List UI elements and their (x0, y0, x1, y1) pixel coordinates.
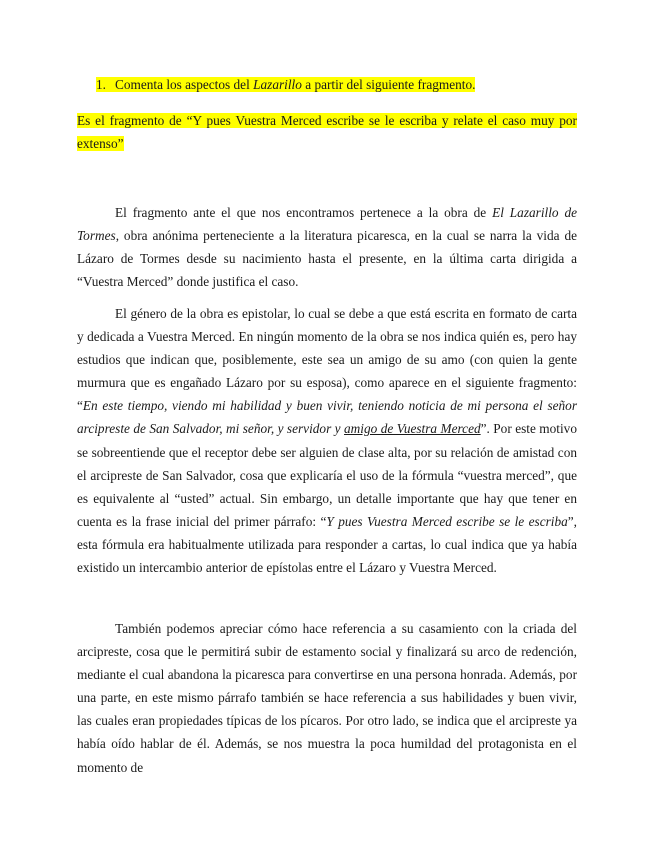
question-heading (96, 76, 576, 94)
p2-text-a: El género de la obra es epistolar, lo cual se debe a que está escrita en formato de carta y dedicada a Vuestra Merced. En ningún momento de la obra se nos indica quién es, pero hay estudios que indican que, posiblemente, este sea un amigo de su amo (con quien la gente murmura que es engañado Lázaro por su esposa), como aparece en el siguiente fragmento: “ (77, 306, 577, 414)
p2-quote-1-underlined: amigo de Vuestra Merced (344, 421, 481, 437)
paragraph-2 (77, 302, 577, 579)
lead-text: Es el fragmento de “Y pues Vuestra Merced escribe se le escriba y relate el caso muy por extenso” (77, 113, 577, 152)
paragraph-1 (77, 201, 577, 293)
question-title-italic: Lazarillo (253, 77, 302, 92)
p2-quote-1: En este tiempo, viendo mi habilidad y buen vivir, teniendo noticia de mi persona el señor arcipreste de San Salvador, mi señor, y servidor y (77, 398, 577, 437)
paragraph-3 (77, 617, 577, 779)
p2-text-c: ”, esta fórmula era habitualmente utilizada para responder a cartas, lo cual indica que ya había existido un intercambio anterior de epístolas entre el Lázaro y Vuestra Merced. (77, 513, 577, 576)
p3-text: También podemos apreciar cómo hace referencia a su casamiento con la criada del arcipreste, cosa que le permitirá subir de estamento social y finalizará su arco de redención, mediante el cual abandona la picaresca para convertirse en una persona honrada. Además, por una parte, en este mismo párrafo también se hace referencia a sus habilidades y buen vivir, las cuales eran propiedades típicas de los pícaros. Por otro lado, se indica que el arcipreste ya había oído hablar de él. Además, se nos muestra la poca humildad del protagonista en el momento de (77, 621, 577, 775)
question-text-before: Comenta los aspectos del (114, 77, 254, 92)
p1-text-b: , obra anónima perteneciente a la literatura picaresca, en la cual se narra la vida de Lázaro de Tormes desde su nacimiento hasta el presente, en la última carta dirigida a “Vuestra Merced” donde justifica el caso. (77, 228, 577, 290)
p1-book-title: El Lazarillo de Tormes (77, 205, 577, 244)
question-text-after: a partir del siguiente fragmento. (301, 77, 476, 92)
question-number: 1. (96, 77, 106, 92)
p2-text-b: ”. Por este motivo se sobreentiende que el receptor debe ser alguien de clase alta, por su relación de amistad con el arcipreste de San Salvador, cosa que explicaría el uso de la fórmula “vuestra merced”, que es equivalente al “usted” actual. Sin embargo, un detalle importante que hay que tener en cuenta es la frase inicial del primer párrafo: “ (77, 421, 577, 529)
p1-text-a: El fragmento ante el que nos encontramos pertenece a la obra de (115, 205, 493, 220)
p2-quote-2: Y pues Vuestra Merced escribe se le escriba (326, 513, 568, 529)
lead-highlight-paragraph (77, 109, 577, 155)
